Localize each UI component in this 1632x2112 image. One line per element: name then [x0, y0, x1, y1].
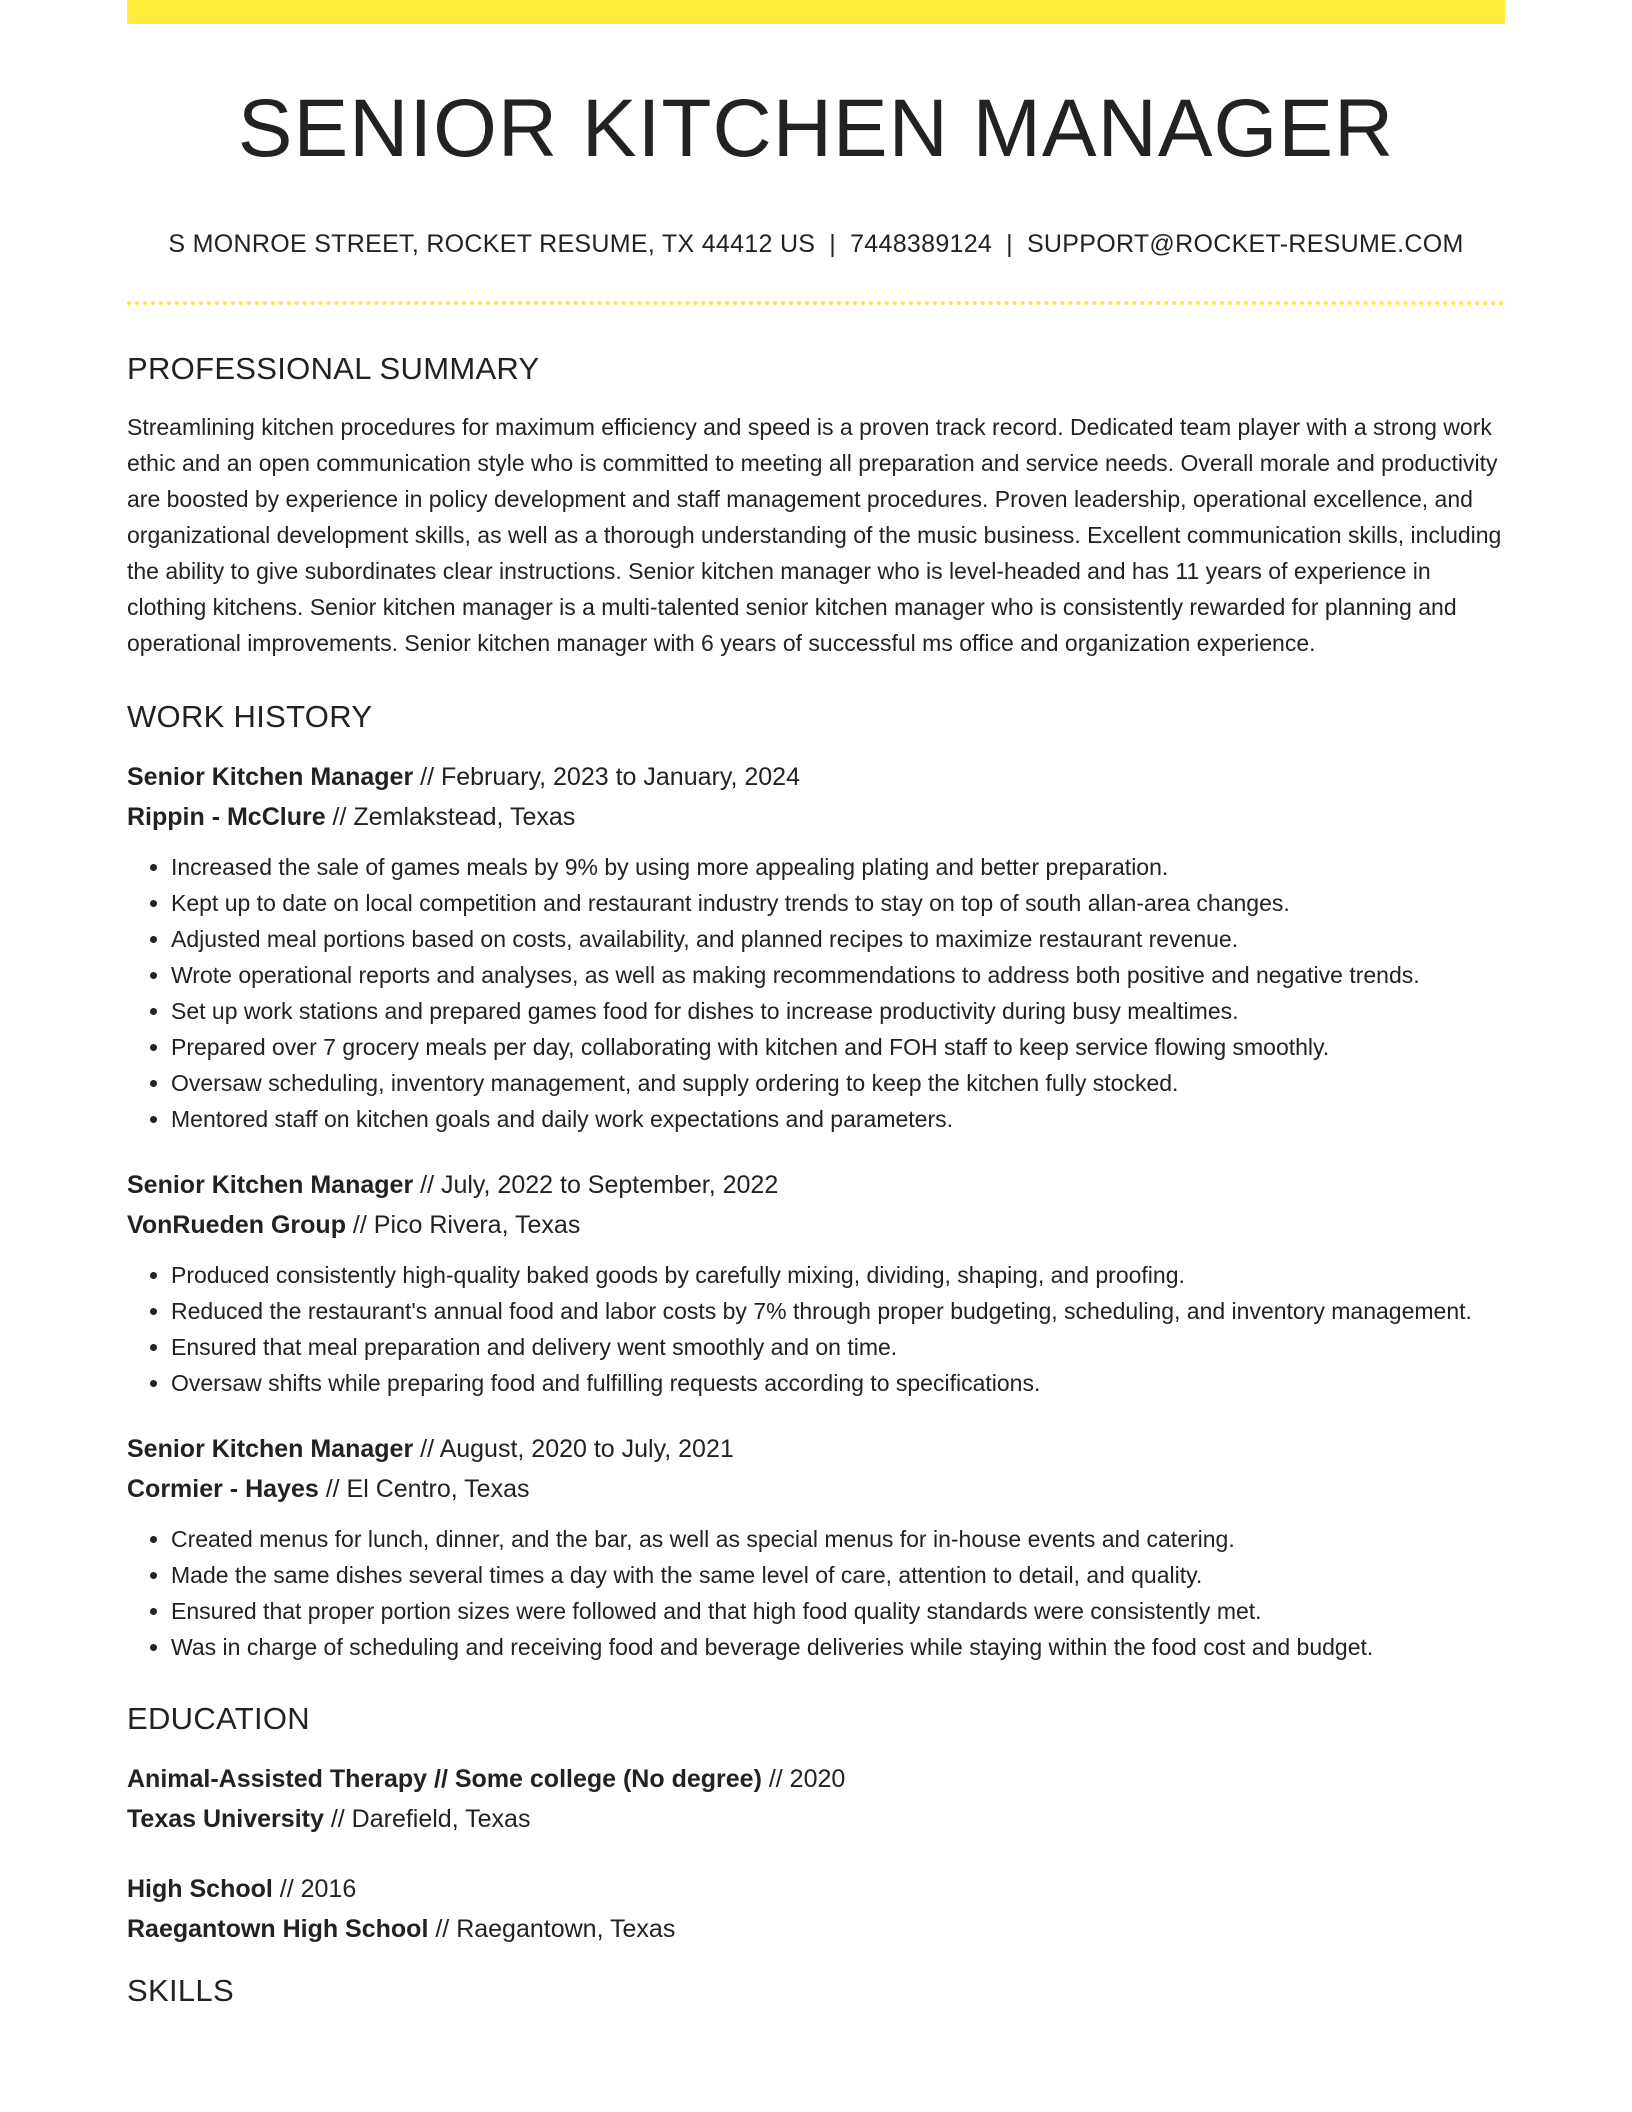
- job-entry: [127, 1429, 1505, 1665]
- list-item: • Was in charge of scheduling and receiving food and beverage deliveries while staying within the food cost and budget.: [171, 1629, 1505, 1665]
- job-title-line: [127, 757, 1505, 797]
- resume-page: [127, 0, 1505, 2009]
- summary-heading: PROFESSIONAL SUMMARY: [127, 351, 540, 387]
- job-company-line: [127, 797, 1505, 837]
- contact-separator: |: [1006, 230, 1013, 259]
- job-location: // Zemlakstead, Texas: [325, 803, 576, 832]
- education-year: // 2020: [761, 1765, 846, 1794]
- education-degree: Animal-Assisted Therapy // Some college (No degree): [127, 1765, 762, 1794]
- list-item: • Oversaw scheduling, inventory management, and supply ordering to keep the kitchen fully stocked.: [171, 1065, 1505, 1101]
- education-school: Raegantown High School: [127, 1915, 429, 1944]
- list-item: • Mentored staff on kitchen goals and daily work expectations and parameters.: [171, 1101, 1505, 1137]
- education-school: Texas University: [127, 1805, 324, 1834]
- job-bullet-list: [127, 849, 1505, 1137]
- education-degree: High School: [127, 1875, 273, 1904]
- contact-address: S MONROE STREET, ROCKET RESUME, TX 44412 US: [168, 230, 816, 259]
- job-title-line: [127, 1429, 1505, 1469]
- job-role: Senior Kitchen Manager: [127, 1171, 414, 1200]
- education-location: // Raegantown, Texas: [428, 1915, 676, 1944]
- summary-paragraph: Streamlining kitchen procedures for maximum efficiency and speed is a proven track record. Dedicated team player with a strong work ethic and an open communication style who is committed to meeting all preparation and service needs. Overall morale and productivity are boosted by experience in policy development and staff management procedures. Proven leadership, operational excellence, and organizational development skills, as well as a thorough understanding of the music business. Excellent communication skills, including the ability to give subordinates clear instructions. Senior kitchen manager who is level-headed and has 11 years of experience in clothing kitchens. Senior kitchen manager is a multi-talented senior kitchen manager who is consistently rewarded for planning and operational improvements. Senior kitchen manager with 6 years of successful ms office and organization experience.: [127, 414, 1502, 657]
- job-bullet-list: [127, 1521, 1505, 1665]
- job-role: Senior Kitchen Manager: [127, 763, 414, 792]
- skills-heading: SKILLS: [127, 1973, 234, 2009]
- job-dates: // February, 2023 to January, 2024: [413, 763, 800, 792]
- job-bullet-list: [127, 1257, 1505, 1401]
- education-entry: [127, 1869, 1505, 1949]
- job-dates: // July, 2022 to September, 2022: [413, 1171, 779, 1200]
- education-school-line: [127, 1799, 1505, 1839]
- top-accent-bar: [127, 0, 1505, 24]
- job-company: Rippin - McClure: [127, 803, 326, 832]
- contact-line: [127, 230, 1505, 259]
- job-company-line: [127, 1469, 1505, 1509]
- job-location: // Pico Rivera, Texas: [345, 1211, 581, 1240]
- education-entry: [127, 1759, 1505, 1839]
- job-company: Cormier - Hayes: [127, 1475, 319, 1504]
- education-location: // Darefield, Texas: [323, 1805, 531, 1834]
- contact-phone: 7448389124: [850, 230, 993, 259]
- work-history-heading: WORK HISTORY: [127, 699, 373, 735]
- job-entry: [127, 1165, 1505, 1401]
- education-school-line: [127, 1909, 1505, 1949]
- resume-name-title: SENIOR KITCHEN MANAGER: [237, 83, 1395, 174]
- education-degree-line: [127, 1869, 1505, 1909]
- list-item: • Increased the sale of games meals by 9% by using more appealing plating and better preparation.: [171, 849, 1505, 885]
- education-year: // 2016: [272, 1875, 357, 1904]
- job-dates: // August, 2020 to July, 2021: [413, 1435, 734, 1464]
- list-item: • Prepared over 7 grocery meals per day, collaborating with kitchen and FOH staff to keep service flowing smoothly.: [171, 1029, 1505, 1065]
- education-degree-line: [127, 1759, 1505, 1799]
- list-item: • Made the same dishes several times a day with the same level of care, attention to detail, and quality.: [171, 1557, 1505, 1593]
- job-title-line: [127, 1165, 1505, 1205]
- list-item: • Reduced the restaurant's annual food and labor costs by 7% through proper budgeting, scheduling, and inventory management.: [171, 1293, 1505, 1329]
- list-item: • Created menus for lunch, dinner, and the bar, as well as special menus for in-house events and catering.: [171, 1521, 1505, 1557]
- contact-email: SUPPORT@ROCKET-RESUME.COM: [1026, 230, 1464, 259]
- list-item: • Set up work stations and prepared games food for dishes to increase productivity during busy mealtimes.: [171, 993, 1505, 1029]
- list-item: • Oversaw shifts while preparing food and fulfilling requests according to specifications.: [171, 1365, 1505, 1401]
- list-item: • Kept up to date on local competition and restaurant industry trends to stay on top of south allan-area changes.: [171, 885, 1505, 921]
- job-location: // El Centro, Texas: [318, 1475, 530, 1504]
- dotted-divider: [127, 301, 1505, 305]
- job-company: VonRueden Group: [127, 1211, 346, 1240]
- list-item: • Ensured that proper portion sizes were followed and that high food quality standards were consistently met.: [171, 1593, 1505, 1629]
- list-item: • Produced consistently high-quality baked goods by carefully mixing, dividing, shaping, and proofing.: [171, 1257, 1505, 1293]
- list-item: • Wrote operational reports and analyses, as well as making recommendations to address both positive and negative trends.: [171, 957, 1505, 993]
- job-company-line: [127, 1205, 1505, 1245]
- list-item: • Adjusted meal portions based on costs, availability, and planned recipes to maximize restaurant revenue.: [171, 921, 1505, 957]
- education-heading: EDUCATION: [127, 1701, 310, 1737]
- job-role: Senior Kitchen Manager: [127, 1435, 414, 1464]
- job-entry: [127, 757, 1505, 1137]
- list-item: • Ensured that meal preparation and delivery went smoothly and on time.: [171, 1329, 1505, 1365]
- contact-separator: |: [829, 230, 837, 259]
